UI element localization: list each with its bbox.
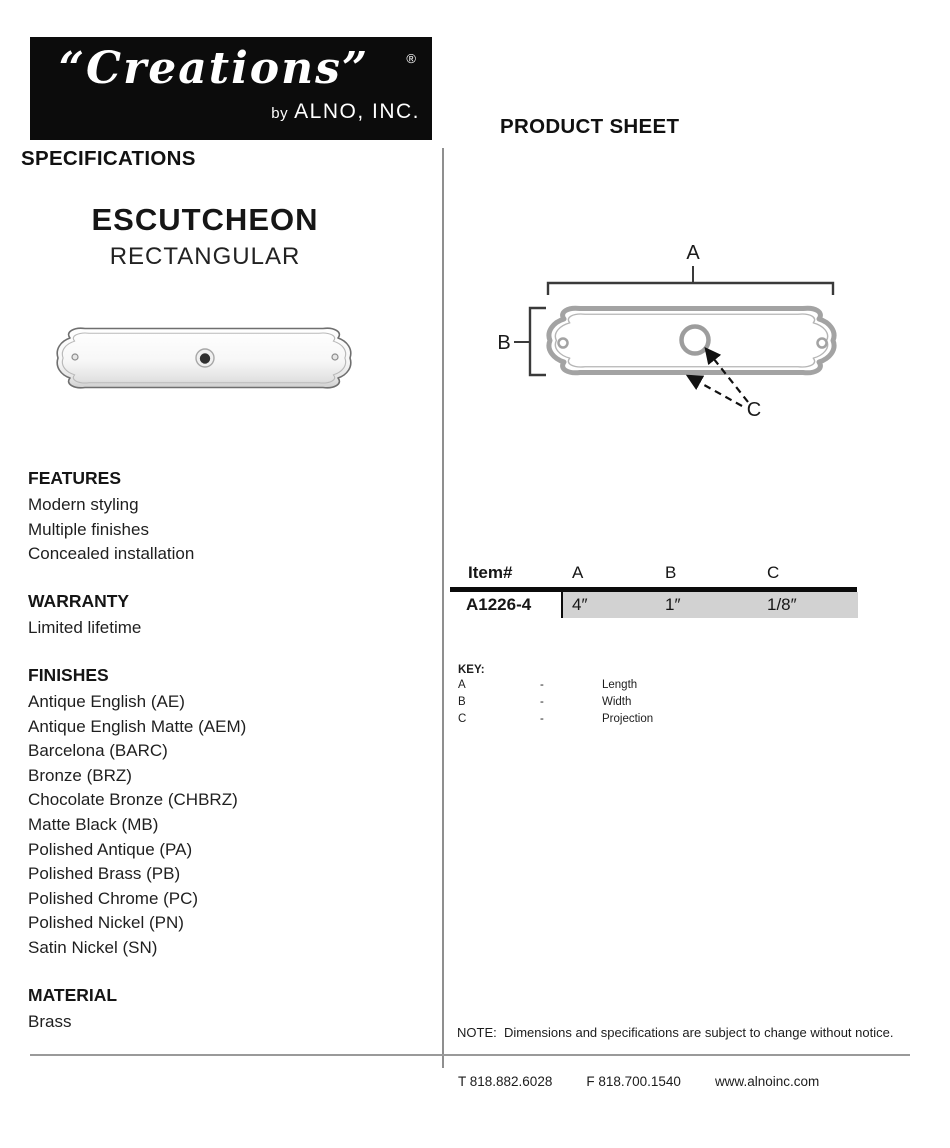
key-dash: -: [540, 696, 544, 708]
list-item: Concealed installation: [28, 544, 195, 564]
warranty-heading: WARRANTY: [28, 591, 130, 611]
table-cell-a: 4″: [572, 595, 588, 614]
key-row: [458, 713, 718, 730]
finishes-heading: FINISHES: [28, 665, 109, 685]
material-list: [28, 1010, 408, 1035]
brand-logo-script: “Creations”: [58, 43, 370, 94]
table-cell-c: 1/8″: [767, 595, 797, 614]
list-item: Brass: [28, 1012, 72, 1031]
footer-divider: [30, 1054, 910, 1056]
key-letter: C: [458, 713, 467, 725]
features-section: [28, 468, 408, 567]
features-heading: FEATURES: [28, 468, 122, 488]
warranty-list: [28, 616, 408, 641]
table-row-divider: [561, 592, 563, 618]
list-item: Antique English Matte (AEM): [28, 716, 247, 736]
product-title: ESCUTCHEON: [91, 202, 319, 237]
list-item: Modern styling: [28, 495, 139, 514]
diagram-label-a: A: [686, 242, 700, 264]
diagram-screw-hole-left: [559, 339, 568, 348]
key-row: [458, 679, 718, 696]
dimension-diagram: [480, 235, 880, 425]
list-item: Satin Nickel (SN): [28, 937, 158, 957]
diagram-screw-hole-right: [818, 339, 827, 348]
table-header-c: C: [767, 563, 780, 582]
photo-screw-hole-right: [332, 354, 338, 360]
list-item: Antique English (AE): [28, 692, 185, 711]
product-heading: [25, 202, 385, 271]
key-meaning: Width: [602, 696, 632, 708]
photo-center-hole: [200, 353, 210, 363]
list-item: Bronze (BRZ): [28, 765, 132, 785]
list-item: Matte Black (MB): [28, 814, 159, 834]
key-dash: -: [540, 713, 544, 725]
material-section: [28, 985, 408, 1035]
list-item: Chocolate Bronze (CHBRZ): [28, 790, 238, 810]
key-letter: A: [458, 679, 466, 691]
list-item: Limited lifetime: [28, 618, 142, 637]
warranty-section: [28, 591, 408, 641]
key-dash: -: [540, 679, 544, 691]
list-item: Polished Nickel (PN): [28, 913, 184, 933]
material-heading: MATERIAL: [28, 985, 118, 1005]
key-row: [458, 696, 718, 713]
brand-logo: [30, 37, 432, 140]
footer-contact: [458, 1074, 819, 1089]
brand-byline-company: ALNO, INC.: [294, 100, 420, 123]
list-item: Barcelona (BARC): [28, 741, 168, 761]
table-header-b: B: [665, 563, 677, 582]
features-list: [28, 493, 408, 567]
specifications-title: SPECIFICATIONS: [21, 147, 196, 170]
photo-screw-hole-left: [72, 354, 78, 360]
brand-byline-by: by: [271, 105, 289, 122]
key-heading: KEY:: [458, 664, 485, 676]
list-item: Multiple finishes: [28, 519, 149, 539]
disclaimer-note: NOTE: Dimensions and specifications are subject to change without notice.: [457, 1025, 894, 1040]
product-subtitle: RECTANGULAR: [109, 243, 301, 270]
column-divider: [442, 148, 444, 1068]
table-cell-b: 1″: [665, 595, 681, 614]
table-header-item: Item#: [468, 563, 513, 582]
key-letter: B: [458, 696, 466, 708]
table-row-shade: [561, 592, 858, 618]
table-cell-item-number: A1226-4: [466, 595, 532, 614]
diagram-center-hole: [682, 327, 709, 354]
diagram-label-c: C: [746, 399, 762, 421]
diagram-label-b: B: [497, 332, 511, 354]
dimension-table: [450, 563, 860, 625]
product-sheet-title: PRODUCT SHEET: [500, 115, 680, 138]
key-meaning: Projection: [602, 713, 654, 725]
list-item: Polished Chrome (PC): [28, 888, 199, 908]
list-item: Polished Antique (PA): [28, 839, 193, 859]
finishes-list: [28, 690, 408, 961]
registered-trademark-icon: ®: [406, 51, 416, 66]
footer-fax: F 818.700.1540: [586, 1074, 681, 1089]
finishes-section: [28, 665, 408, 961]
footer-phone: T 818.882.6028: [458, 1074, 553, 1089]
key-meaning: Length: [602, 679, 638, 691]
key-section: [458, 664, 718, 730]
brand-byline: [271, 100, 420, 124]
footer-website: www.alnoinc.com: [714, 1074, 820, 1089]
table-header-a: A: [572, 563, 584, 582]
list-item: Polished Brass (PB): [28, 864, 181, 884]
product-photo: [54, 322, 356, 396]
